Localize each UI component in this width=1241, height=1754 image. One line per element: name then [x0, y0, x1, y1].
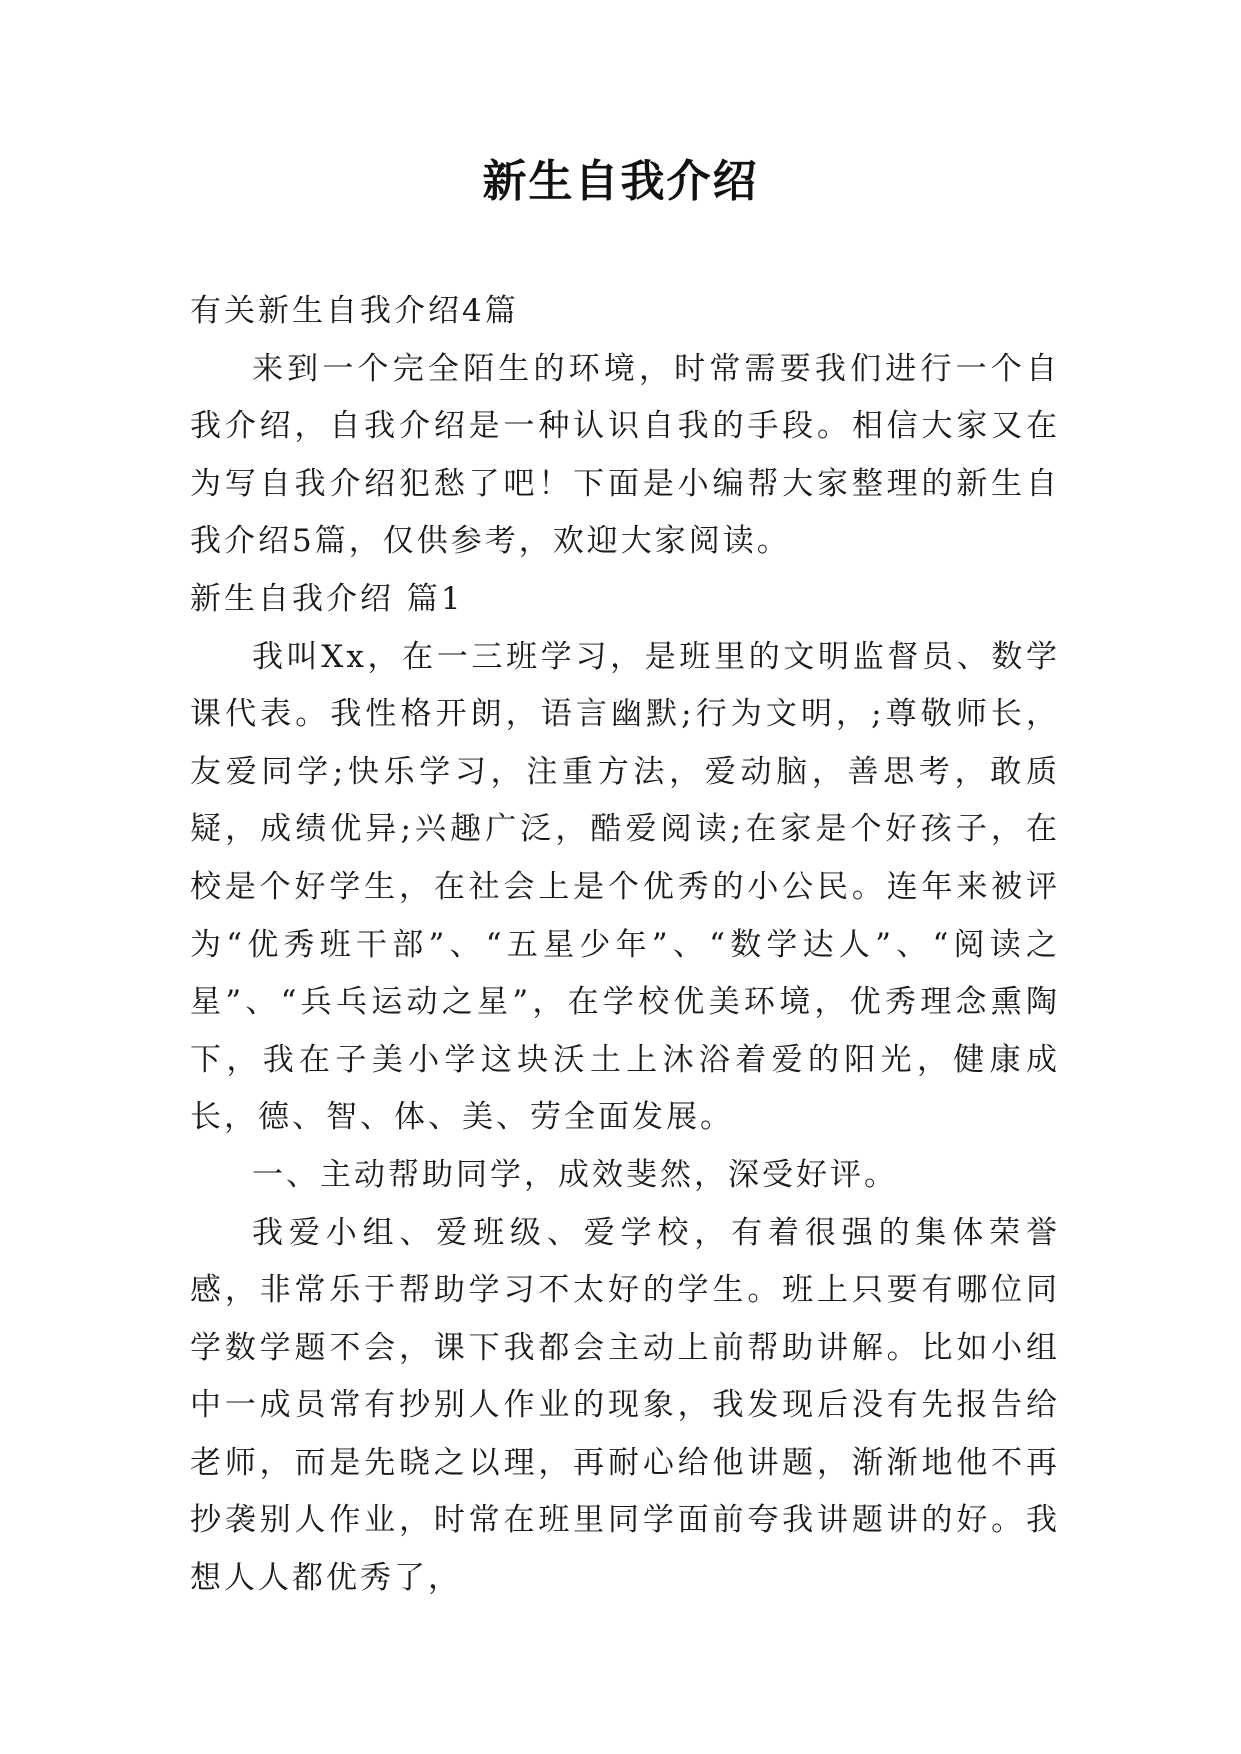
document-title: 新生自我介绍 — [482, 156, 759, 207]
body-paragraph: 我叫Xx，在一三班学习，是班里的文明监督员、数学课代表。我性格开朗，语言幽默;行为文明，;尊敬师长，友爱同学;快乐学习，注重方法，爱动脑，善思考，敢质疑，成绩优异;兴趣广泛，酷爱阅读;在家是个好孩子，在校是个好学生，在社会上是个优秀的小公民。连年来被评为“优秀班干部”、“五星少年”、“数学达人”、“阅读之星”、“兵乓运动之星”，在学校优美环境，优秀理念熏陶下，我在子美小学这块沃土上沐浴着爱的阳光，健康成长，德、智、体、美、劳全面发展。 — [190, 638, 1060, 1136]
subtitle-line: 有关新生自我介绍4篇 — [190, 293, 519, 329]
section-heading: 新生自我介绍 篇1 — [190, 580, 464, 617]
sub-heading: 一、主动帮助同学，成效斐然，深受好评。 — [252, 1156, 898, 1193]
document-body — [190, 283, 1060, 1608]
body-paragraph: 我爱小组、爱班级、爱学校，有着很强的集体荣誉感，非常乐于帮助学习不太好的学生。班上只要有哪位同学数学题不会，课下我都会主动上前帮助讲解。比如小组中一成员常有抄别人作业的现象，我发现后没有先报告给老师，而是先晓之以理，再耐心给他讲题，渐渐地他不再抄袭别人作业，时常在班里同学面前夸我讲题讲的好。我想人人都优秀了， — [190, 1214, 1060, 1597]
intro-paragraph: 来到一个完全陌生的环境，时常需要我们进行一个自我介绍，自我介绍是一种认识自我的手段。相信大家又在为写自我介绍犯愁了吧！下面是小编帮大家整理的新生自我介绍5篇，仅供参考，欢迎大家阅读。 — [190, 350, 1060, 560]
